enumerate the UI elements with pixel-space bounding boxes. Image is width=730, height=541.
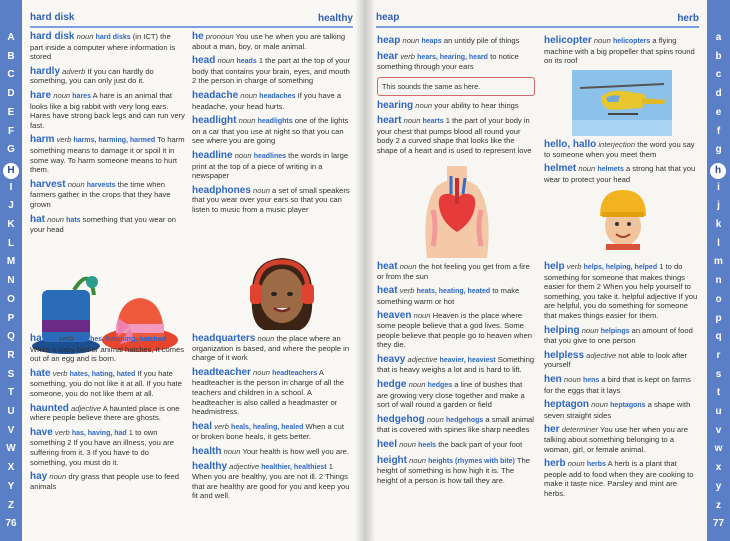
dictionary-entry — [377, 52, 535, 72]
dictionary-entry — [192, 186, 352, 215]
definition: to make something warm or hot — [377, 286, 520, 306]
definition: a bird that is kept on farms for the eggs that it lays — [544, 374, 691, 395]
dictionary-entry — [544, 164, 700, 184]
alphabet-tab[interactable]: D — [7, 88, 15, 100]
dictionary-entry — [377, 101, 535, 111]
headword: heptagon — [544, 399, 589, 411]
alphabet-tab[interactable]: p — [715, 312, 722, 324]
definition: to notice something through your ears — [377, 51, 519, 72]
headword: hare — [30, 89, 52, 101]
inflections: hens — [582, 376, 600, 384]
dictionary-entry — [30, 135, 185, 174]
headword: heat — [377, 261, 398, 272]
inflections: helps, helping, helped — [583, 264, 658, 271]
word-class: noun — [567, 459, 585, 469]
word-class: verb — [400, 51, 416, 61]
definition: A herb is a plant that people add to food when they are cooking to make it taste nice. Parsley and mint are herbs. — [544, 459, 694, 498]
definition: 1 the part at the top of your body that contains your brain, eyes, and mouth 2 the person in charge of something — [192, 56, 351, 86]
alphabet-tab[interactable]: q — [715, 331, 722, 343]
headword: heal — [192, 420, 213, 432]
headword: hearing — [377, 100, 414, 112]
word-class: noun — [253, 367, 270, 377]
word-class: verb — [214, 421, 229, 431]
headword: headline — [192, 149, 233, 161]
alphabet-tab[interactable]: h — [710, 163, 726, 179]
inflections: hedges — [427, 381, 453, 389]
word-class: noun — [67, 179, 85, 189]
dictionary-entry — [544, 459, 700, 498]
dictionary-entry — [192, 151, 352, 181]
headword: hat — [30, 213, 45, 225]
definition: one of the lights on a car that you use at night so that you can see where you are going — [192, 116, 349, 146]
definition: a small animal that is covered with spines like sharp needles — [377, 414, 534, 435]
alphabet-tab[interactable]: l — [717, 237, 720, 249]
headword: headphones — [192, 184, 251, 196]
inflections: heats, heating, heated — [416, 288, 491, 296]
alphabet-tab[interactable]: w — [714, 443, 723, 455]
word-class: noun — [408, 379, 426, 389]
inflections: hearts — [422, 117, 444, 125]
alphabet-tab[interactable]: Z — [7, 499, 15, 511]
headword: headache — [192, 89, 239, 101]
inflections: heaps — [421, 38, 442, 45]
alphabet-tab[interactable]: Y — [7, 480, 15, 492]
alphabet-tab[interactable]: H — [3, 163, 19, 179]
word-class: determiner — [561, 425, 598, 435]
alphabet-tab[interactable]: x — [715, 462, 722, 474]
inflections: helpings — [600, 327, 630, 335]
dictionary-entry — [544, 400, 700, 420]
definition: Your health is how well you are. — [240, 446, 349, 456]
headword: hay — [30, 471, 48, 483]
dictionary-entry — [377, 440, 535, 451]
dictionary-entry — [544, 140, 700, 159]
definition: 1 the part of your body in your chest that pumps blood all round your body 2 a curved shape that looks like the shape of a heart and is used to represent love — [377, 115, 532, 155]
dictionary-entry — [192, 368, 352, 417]
definition: To harm something means to damage it or spoil it in some way. To harm someone means to hurt them. — [30, 135, 185, 175]
definition: the words in large print at the top of a piece of writing in a newspaper — [192, 150, 349, 181]
alphabet-tab[interactable]: W — [6, 443, 16, 455]
word-class: verb — [56, 135, 72, 145]
headword: hear — [377, 50, 399, 62]
word-class: noun — [409, 455, 427, 465]
word-class: noun — [426, 414, 444, 424]
inflections: harvests — [86, 181, 116, 189]
column-1 — [30, 31, 185, 491]
headword: heart — [377, 114, 402, 126]
headword: healthy — [192, 460, 228, 472]
inflections: helmets — [597, 166, 624, 174]
word-class: noun — [578, 164, 596, 174]
definition: A hare is an animal that looks like a big rabbit with very long ears. Hares have strong back legs and can run very fast. — [30, 90, 185, 130]
alphabet-tab[interactable]: B — [7, 50, 15, 62]
definition: dry grass that people use to feed animals — [30, 472, 179, 491]
word-class: verb — [54, 427, 70, 437]
word-class: noun — [223, 446, 241, 456]
word-class: adjective — [586, 350, 617, 360]
alphabet-tab[interactable]: j — [717, 200, 720, 212]
column-4 — [544, 35, 700, 498]
inflections: hares — [72, 92, 91, 100]
inflections: headaches — [259, 92, 296, 100]
headword: head — [192, 55, 216, 67]
word-class: noun — [49, 472, 67, 482]
definition: You use he when you are talking about a man, boy, or male animal. — [192, 32, 346, 51]
headword: headquarters — [192, 333, 256, 344]
definition: 1 to do something for someone that makes things easier for them 2 When you help yourself to something, you take it. helpful adjective If you are helpful, you do something for someone that makes things easier for them. — [544, 262, 698, 320]
definition: the hot feeling you get from a fire or from the sun — [377, 262, 530, 281]
header-first-word: hard disk — [30, 12, 75, 23]
alphabet-tab[interactable]: i — [717, 181, 720, 193]
alphabet-tab[interactable]: X — [7, 462, 15, 474]
sounds-like-note: This sounds the same as here. — [377, 77, 535, 97]
dictionary-entry — [30, 428, 185, 467]
headword: headteacher — [192, 366, 251, 378]
inflections: heptagons — [610, 402, 646, 410]
left-alphabet-tabs — [0, 0, 22, 541]
word-class: adjective — [407, 354, 438, 364]
headword: health — [192, 445, 222, 457]
definition: You use her when you are talking about something belonging to a woman, girl, or female animal. — [544, 425, 688, 454]
headword: hardly — [30, 65, 61, 77]
word-class: noun — [253, 185, 270, 195]
definition: a strong hat that you wear to protect your head — [544, 164, 696, 184]
dictionary-entry — [544, 425, 700, 454]
alphabet-tab[interactable]: S — [7, 368, 15, 380]
dictionary-entry — [30, 404, 185, 423]
alphabet-tab[interactable]: G — [7, 144, 15, 156]
definition: Something that is heavy weighs a lot and is hard to lift. — [377, 354, 535, 375]
dictionary-entry — [30, 180, 185, 210]
dictionary-entry — [544, 375, 700, 395]
dictionary-entry — [30, 472, 185, 491]
alphabet-tab[interactable]: O — [7, 293, 15, 305]
alphabet-tab[interactable]: C — [7, 69, 15, 81]
dictionary-entry — [544, 351, 700, 370]
definition: 1 When you are healthy, you are not ill. 2 Things that are healthy are good for you and keep you fit and well. — [192, 461, 350, 501]
word-class: adjective — [71, 403, 101, 413]
helmet-boy-picture — [592, 186, 654, 250]
dictionary-entry — [192, 462, 352, 501]
word-class: noun — [217, 56, 235, 66]
definition: (in ICT) the part inside a computer where information is stored — [30, 32, 176, 62]
dictionary-entry — [30, 91, 185, 130]
headword: helpless — [544, 349, 585, 361]
word-class: noun — [238, 116, 256, 126]
dictionary-entry — [544, 262, 700, 321]
alphabet-tab[interactable]: c — [715, 69, 722, 81]
inflections: heights (rhymes with bite) — [428, 457, 515, 465]
dictionary-entry — [30, 67, 185, 86]
word-class: verb — [52, 368, 68, 378]
definition: your ability to hear things — [432, 101, 519, 111]
headword: help — [544, 261, 565, 272]
headword: hard disk — [30, 31, 75, 42]
inflections: hedgehogs — [445, 416, 484, 424]
inflections: headlines — [253, 152, 287, 160]
helicopter-picture — [572, 70, 672, 136]
alphabet-tab[interactable]: K — [7, 219, 15, 230]
definition: If you have a headache, your head hurts. — [192, 90, 342, 111]
left-page-header — [30, 6, 353, 28]
alphabet-tab[interactable]: R — [7, 349, 15, 361]
alphabet-tab[interactable]: z — [716, 499, 721, 511]
alphabet-tab[interactable]: m — [714, 256, 723, 268]
headword: her — [544, 424, 560, 436]
alphabet-tab[interactable]: y — [715, 480, 722, 492]
word-class: noun — [399, 262, 417, 271]
dictionary-entry — [377, 116, 535, 155]
right-page-header — [376, 6, 699, 28]
word-class: noun — [76, 32, 94, 41]
word-class: interjection — [598, 140, 636, 149]
inflections: harms, harming, harmed — [73, 137, 156, 145]
definition: not able to look after yourself — [544, 350, 688, 370]
headword: heaven — [377, 310, 412, 322]
word-class: adverb — [62, 66, 86, 76]
word-class: noun — [415, 101, 433, 111]
word-class: noun — [402, 36, 420, 45]
word-class: adjective — [229, 461, 260, 471]
word-class: noun — [563, 374, 581, 384]
headword: heat — [377, 285, 398, 297]
definition: 1 to own something 2 If you have an illness, you are suffering from it. 3 If you have to do something, you must do it. — [30, 427, 174, 467]
alphabet-tab[interactable]: V — [7, 424, 15, 436]
alphabet-tab[interactable]: N — [7, 275, 15, 287]
inflections: hates, hating, hated — [69, 370, 136, 378]
dictionary-entry — [30, 334, 185, 364]
dictionary-entry — [377, 415, 535, 435]
definition: the time when farmers gather in the crops that they have grown — [30, 179, 171, 209]
dictionary-entry — [377, 311, 535, 349]
alphabet-tab[interactable]: d — [715, 88, 722, 100]
inflections: helicopters — [612, 38, 651, 45]
definition: the place where an organization is based, and where the people in charge of it work — [192, 334, 350, 363]
dictionary-entry — [192, 32, 352, 51]
dictionary-entry — [377, 286, 535, 306]
definition: the back part of your foot — [436, 439, 523, 449]
alphabet-tab[interactable]: I — [9, 181, 13, 193]
inflections: hats — [66, 216, 81, 224]
definition: an amount of food that you give to one person — [544, 325, 693, 346]
word-class: noun — [581, 325, 599, 335]
headword: heap — [377, 35, 401, 46]
word-class: noun — [413, 311, 431, 321]
headword: helicopter — [544, 35, 592, 46]
alphabet-tab[interactable]: b — [715, 50, 722, 62]
headphones-girl-picture — [242, 254, 322, 332]
alphabet-tab[interactable]: f — [716, 125, 721, 137]
headword: haunted — [30, 402, 69, 414]
headword: heavy — [377, 353, 406, 365]
column-2 — [192, 31, 352, 501]
definition: a shape with seven straight sides — [544, 400, 691, 420]
word-class: noun — [257, 334, 275, 343]
heart-diagram-picture — [407, 166, 507, 258]
dictionary-entry — [192, 422, 352, 442]
definition: A headteacher is the person in charge of all the teachers and children in a school. A headteacher is also called a headmaster or headmistress. — [192, 367, 344, 417]
alphabet-tab[interactable]: n — [715, 275, 722, 287]
word-class: noun — [399, 439, 417, 449]
inflections: hatches, hatching, hatched — [75, 336, 166, 343]
alphabet-tab[interactable]: t — [716, 387, 721, 399]
headword: hedgehog — [377, 413, 425, 425]
word-class: noun — [234, 150, 252, 160]
headword: he — [192, 31, 204, 42]
definition: an untidy pile of things — [441, 36, 520, 45]
headword: hatch — [30, 333, 57, 344]
headword: heel — [377, 438, 398, 450]
alphabet-tab[interactable]: M — [6, 256, 16, 268]
dictionary-entry — [377, 380, 535, 410]
header-first-word: heap — [376, 12, 400, 23]
dictionary-entry — [377, 262, 535, 281]
headword: headlight — [192, 115, 237, 127]
dictionary-entry — [30, 32, 185, 62]
word-class: noun — [47, 214, 65, 224]
alphabet-tab[interactable]: A — [7, 32, 15, 43]
inflections: hears, hearing, heard — [417, 53, 488, 61]
page-number: 76 — [5, 518, 17, 530]
alphabet-tab[interactable]: k — [715, 219, 722, 230]
dictionary-entry — [192, 334, 352, 363]
inflections: herbs — [586, 461, 606, 469]
column-3 — [377, 35, 535, 485]
definition: A haunted place is one where people believe there are ghosts. — [30, 403, 180, 423]
header-last-word: healthy — [317, 13, 353, 24]
word-class: noun — [403, 115, 421, 125]
alphabet-tab[interactable]: U — [7, 406, 15, 417]
word-class: noun — [53, 90, 71, 100]
inflections: heavier, heaviest — [439, 356, 496, 364]
definition: If you hate something, you do not like it at all. If you hate someone, you do not like them at all. — [30, 368, 182, 398]
definition: a set of small speakers that you wear over your ears so that you can listen to music from a music player — [192, 185, 350, 214]
dictionary-entry — [192, 116, 352, 146]
word-class: noun — [240, 90, 258, 100]
inflections: heels — [418, 441, 437, 449]
page-number: 77 — [712, 518, 725, 530]
dictionary-entry — [192, 56, 352, 86]
alphabet-tab[interactable]: u — [715, 406, 722, 417]
dictionary-entry — [544, 36, 700, 66]
definition: something that you wear on your head — [30, 214, 176, 235]
inflections: heals, healing, healed — [231, 423, 304, 431]
word-class: noun — [593, 36, 611, 45]
word-class: verb — [566, 262, 582, 271]
alphabet-tab[interactable]: P — [7, 312, 15, 324]
headword: helmet — [544, 163, 577, 175]
alphabet-tab[interactable]: s — [715, 368, 722, 380]
headword: hello, hallo — [544, 139, 597, 150]
definition: a flying machine with a big propeller that spins round on its roof — [544, 36, 695, 66]
headword: harm — [30, 134, 55, 146]
inflections: healthier, healthiest — [261, 463, 327, 471]
dictionary-entry — [544, 326, 700, 346]
headword: helping — [544, 324, 580, 336]
alphabet-tab[interactable]: E — [7, 106, 15, 118]
right-alphabet-tabs — [707, 0, 730, 541]
definition: Heaven is the place where some people believe that a god lives. Some people believe that people go to heaven when they die. — [377, 311, 532, 350]
dictionary-entry — [30, 215, 185, 235]
definition: a line of bushes that are growing very close together and make a sort of wall round a garden or field — [377, 379, 525, 410]
word-class: pronoun — [205, 32, 234, 41]
dictionary-entry — [192, 447, 352, 457]
inflections: hard disks — [95, 34, 131, 41]
headword: hate — [30, 367, 51, 379]
definition: When a baby bird or animal hatches, it comes out of an egg and is born. — [30, 344, 185, 364]
headword: hedge — [377, 378, 407, 390]
inflections: has, having, had — [71, 429, 127, 437]
inflections: heads — [236, 58, 257, 66]
alphabet-tab[interactable]: a — [715, 32, 722, 43]
inflections: headlights — [257, 118, 293, 126]
alphabet-tab[interactable]: T — [7, 387, 15, 399]
headword: harvest — [30, 178, 66, 190]
definition: The height of something is how high it is. The height of a person is how tall they are. — [377, 455, 530, 485]
alphabet-tab[interactable]: o — [715, 293, 722, 305]
word-class: noun — [591, 400, 609, 410]
dictionary-entry — [377, 36, 535, 47]
headword: hen — [544, 373, 562, 385]
inflections: headteachers — [272, 369, 318, 377]
word-class: verb — [58, 334, 74, 343]
dictionary-entry — [192, 91, 352, 111]
dictionary-entry — [377, 355, 535, 375]
alphabet-tab[interactable]: L — [7, 237, 15, 249]
headword: have — [30, 426, 53, 438]
definition: the word you say to someone when you meet them — [544, 140, 695, 159]
definition: If you can hardly do something, you can only just do it. — [30, 66, 154, 86]
alphabet-tab[interactable]: g — [715, 144, 722, 156]
word-class: verb — [399, 286, 415, 296]
headword: herb — [544, 458, 566, 470]
header-last-word: herb — [677, 13, 699, 24]
dictionary-entry — [30, 369, 185, 399]
alphabet-tab[interactable]: F — [7, 125, 15, 137]
alphabet-tab[interactable]: r — [716, 349, 721, 361]
alphabet-tab[interactable]: Q — [7, 331, 15, 343]
alphabet-tab[interactable]: e — [715, 106, 722, 118]
headword: height — [377, 454, 407, 466]
alphabet-tab[interactable]: v — [715, 424, 722, 436]
dictionary-entry — [377, 456, 535, 486]
alphabet-tab[interactable]: J — [8, 200, 14, 212]
definition: When a cut or broken bone heals, it gets better. — [192, 421, 344, 442]
